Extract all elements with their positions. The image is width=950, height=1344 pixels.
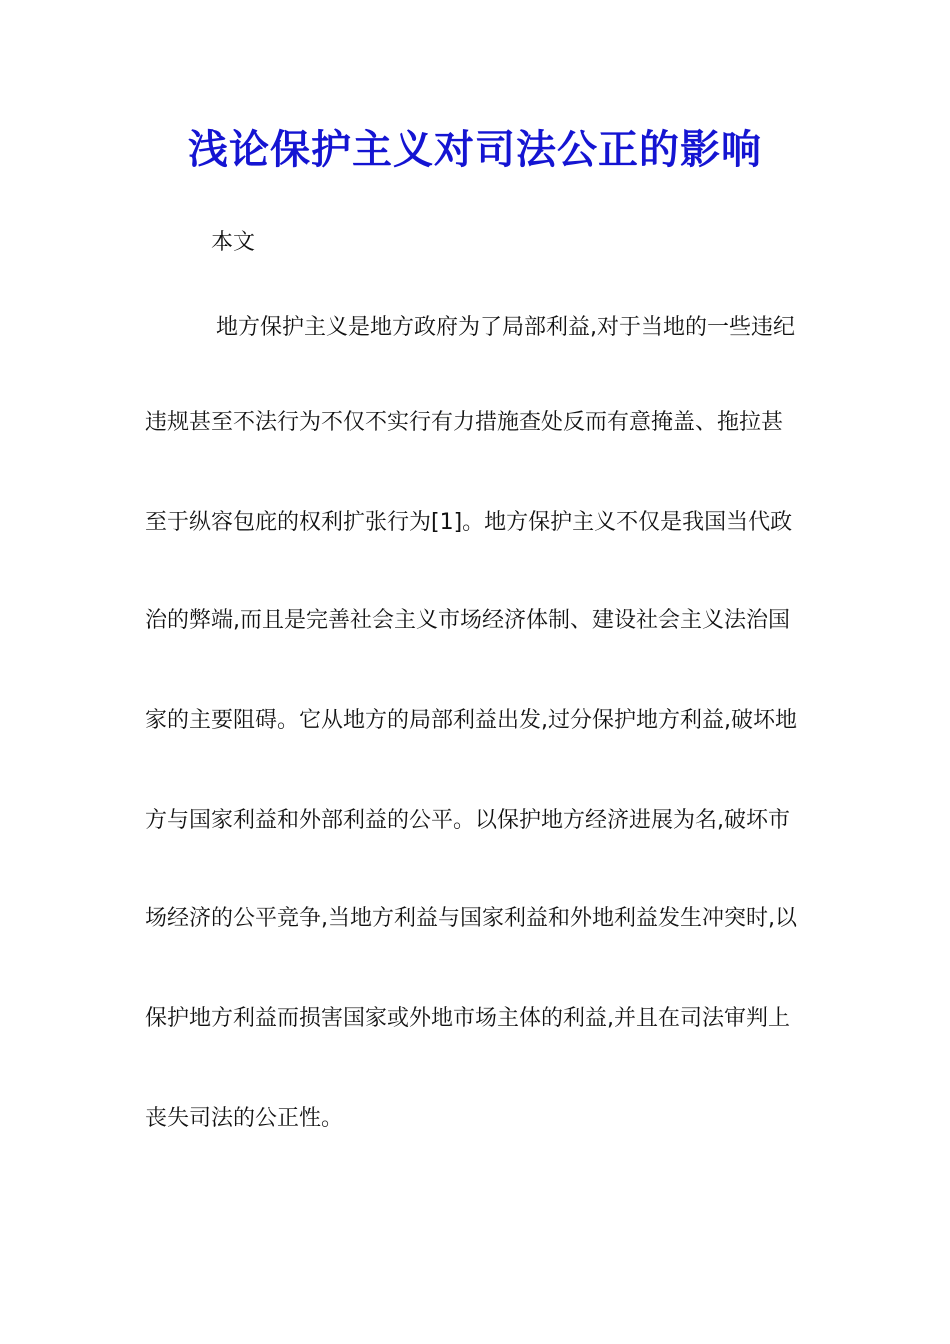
section-label: 本文 <box>211 230 256 255</box>
body-line-4: 治的弊端,而且是完善社会主义市场经济体制、建设社会主义法治国 <box>145 608 790 633</box>
body-line-9: 丧失司法的公正性。 <box>145 1106 344 1131</box>
body-line-7: 场经济的公平竞争,当地方利益与国家利益和外地利益发生冲突时,以 <box>145 906 797 931</box>
body-line-1: 地方保护主义是地方政府为了局部利益,对于当地的一些违纪 <box>216 315 795 340</box>
body-line-2: 违规甚至不法行为不仅不实行有力措施查处反而有意掩盖、拖拉甚 <box>145 410 784 435</box>
document-title: 浅论保护主义对司法公正的影响 <box>188 126 762 173</box>
body-line-3: 至于纵容包庇的权利扩张行为[1]。地方保护主义不仅是我国当代政 <box>145 510 793 535</box>
body-line-8: 保护地方利益而损害国家或外地市场主体的利益,并且在司法审判上 <box>145 1006 790 1031</box>
body-line-5: 家的主要阻碍。它从地方的局部利益出发,过分保护地方利益,破坏地 <box>145 708 797 733</box>
body-line-6: 方与国家利益和外部利益的公平。以保护地方经济进展为名,破坏市 <box>145 808 790 833</box>
